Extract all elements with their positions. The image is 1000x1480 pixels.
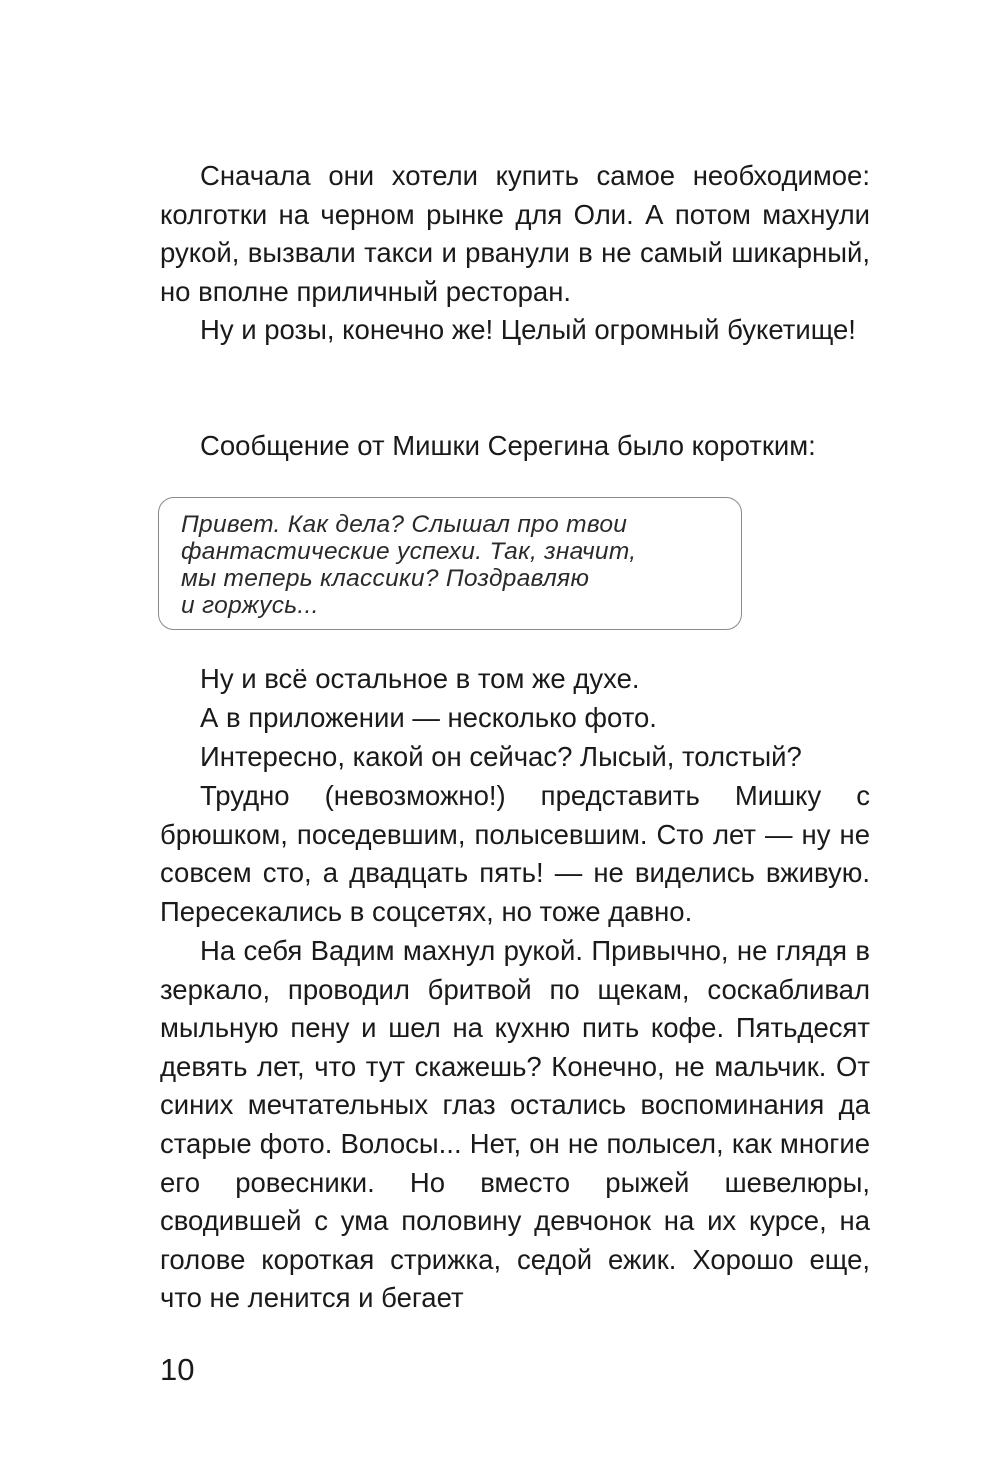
message-text: Привет. Как дела? Слышал про твои фантастические успехи. Так, значит, мы теперь классики? Поздравляю и горжусь... — [181, 511, 637, 619]
paragraph-attachment: А в приложении — несколько фото. — [200, 702, 657, 733]
paragraph-rest: Ну и всё остальное в том же духе. — [200, 663, 640, 694]
page-number: 10 — [160, 1352, 195, 1387]
paragraph-roses: Ну и розы, конечно же! Целый огромный букетище! — [200, 314, 856, 345]
paragraph-misha: Трудно (невозможно!) представить Мишку с брюшком, поседевшим, полысевшим. Сто лет — ну не совсем сто, а двадцать пять! — не виделись вживую. Пересекались в соцсетях, но тоже давно. — [160, 780, 870, 927]
paragraph-wonder: Интересно, какой он сейчас? Лысый, толстый? — [200, 741, 802, 772]
paragraph-message-intro: Сообщение от Мишки Серегина было коротким: — [200, 430, 816, 461]
paragraph-vadim: На себя Вадим махнул рукой. Привычно, не глядя в зеркало, проводил бритвой по щекам, соскабливал мыльную пену и шел на кухню пить кофе. Пятьдесят девять лет, что тут скажешь? Конечно, не мальчик. От синих мечтательных глаз остались воспоминания да старые фото. Волосы... Нет, он не полысел, как многие его ровесники. Но вместо рыжей шевелюры, сводившей с ума половину девчонок на их курсе, на голове короткая стрижка, седой ежик. Хорошо еще, что не ленится и бегает — [160, 935, 870, 1314]
paragraph-shopping: Сначала они хотели купить самое необходимое: колготки на черном рынке для Оли. А потом махнули рукой, вызвали такси и рванули в не самый шикарный, но вполне приличный ресторан. — [160, 160, 870, 307]
